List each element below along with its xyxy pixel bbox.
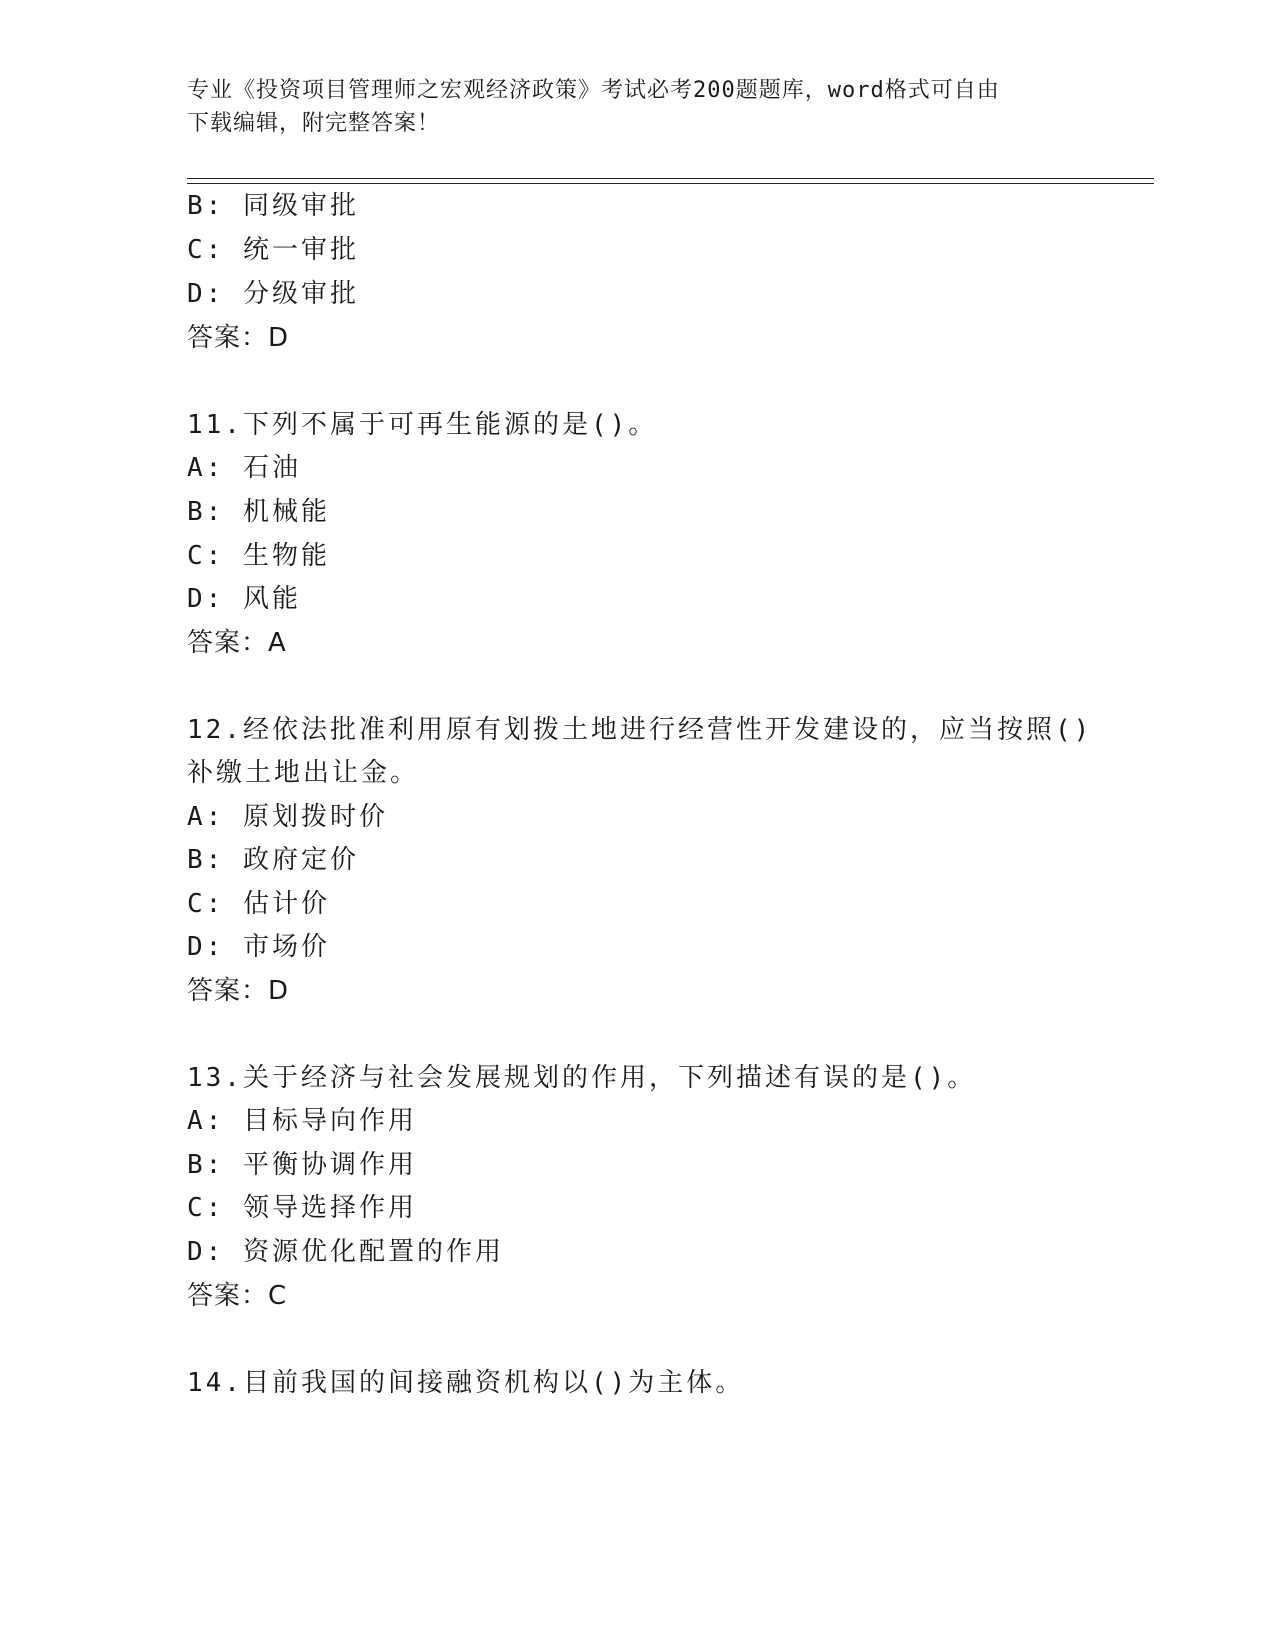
- q14-text: 14.目前我国的间接融资机构以()为主体。: [187, 1368, 745, 1398]
- q11-answer: 答案：A: [187, 628, 287, 658]
- q12-text-line-1: 12.经依法批准利用原有划拨土地进行经营性开发建设的，应当按照(): [187, 715, 1093, 745]
- q12-option-a: A: 原划拨时价: [187, 802, 388, 832]
- q12-option-b: B: 政府定价: [187, 845, 359, 875]
- header-divider-bottom: [187, 183, 1154, 184]
- partial-question-answer: 答案：D: [187, 323, 290, 353]
- q11-option-c: C: 生物能: [187, 541, 330, 571]
- q11-option-d: D: 风能: [187, 584, 301, 614]
- q13-option-c: C: 领导选择作用: [187, 1193, 417, 1223]
- partial-question-option-c: C: 统一审批: [187, 235, 359, 265]
- partial-question-option-b: B: 同级审批: [187, 191, 359, 221]
- header-divider-top: [187, 178, 1154, 179]
- document-header: [187, 74, 1067, 140]
- q12-option-d: D: 市场价: [187, 932, 330, 962]
- header-title-line-2: 下载编辑，附完整答案！: [187, 111, 441, 136]
- q13-option-d: D: 资源优化配置的作用: [187, 1237, 504, 1267]
- q13-option-b: B: 平衡协调作用: [187, 1150, 417, 1180]
- q11-option-b: B: 机械能: [187, 497, 330, 527]
- q13-text: 13.关于经济与社会发展规划的作用，下列描述有误的是()。: [187, 1063, 977, 1093]
- q11-text: 11.下列不属于可再生能源的是()。: [187, 410, 658, 440]
- q13-answer: 答案：C: [187, 1281, 288, 1311]
- q12-option-c: C: 估计价: [187, 889, 330, 919]
- q12-answer: 答案：D: [187, 976, 290, 1006]
- q12-text-line-2: 补缴土地出让金。: [187, 758, 420, 788]
- partial-question-option-d: D: 分级审批: [187, 279, 359, 309]
- header-title-line-1: 专业《投资项目管理师之宏观经济政策》考试必考200题题库，word格式可自由: [187, 78, 1000, 103]
- q11-option-a: A: 石油: [187, 453, 301, 483]
- q13-option-a: A: 目标导向作用: [187, 1106, 417, 1136]
